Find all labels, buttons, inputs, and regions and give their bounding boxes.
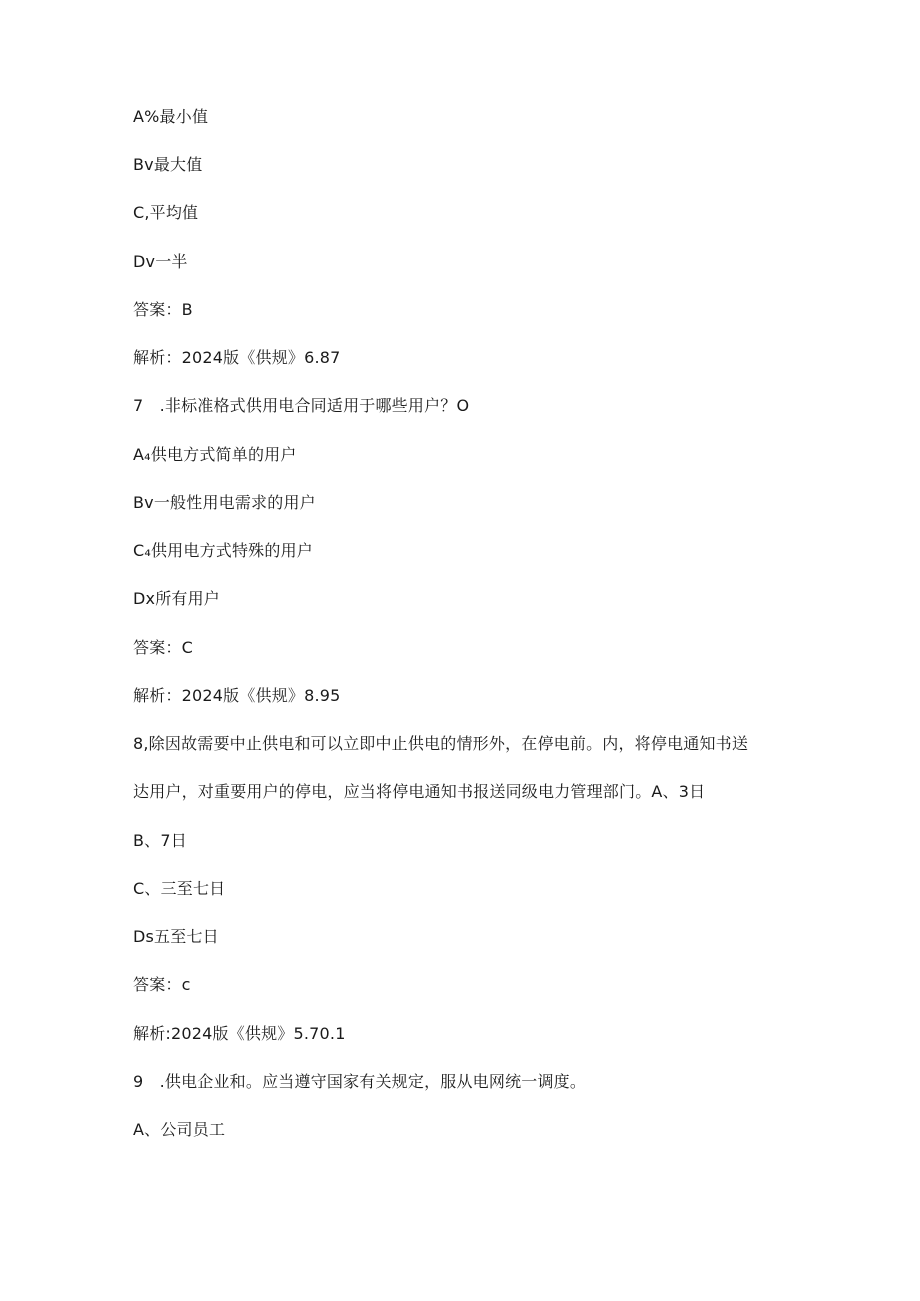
q8-option-c: C、三至七日 — [133, 879, 226, 898]
q8-option-b: B、7日 — [133, 831, 187, 850]
q7-option-d: Dx所有用户 — [133, 589, 220, 608]
question-8-line-2: 达用户，对重要用户的停电，应当将停电通知书报送同级电力管理部门。A、3日 — [133, 782, 706, 801]
question-9: 9 .供电企业和。应当遵守国家有关规定，服从电网统一调度。 — [133, 1072, 587, 1091]
question-8-line-1: 8,除因故需要中止供电和可以立即中止供电的情形外，在停电前。内，将停电通知书送 — [133, 734, 749, 753]
option-b-max: Bv最大值 — [133, 155, 203, 174]
option-c-avg: C,平均值 — [133, 203, 199, 222]
answer-8: 答案：c — [133, 975, 191, 994]
analysis-7: 解析：2024版《供规》8.95 — [133, 686, 341, 705]
q8-option-d: Ds五至七日 — [133, 927, 219, 946]
q7-option-c: C₄供用电方式特殊的用户 — [133, 541, 313, 560]
option-d-half: Dv一半 — [133, 252, 188, 271]
answer-6: 答案：B — [133, 300, 193, 319]
q7-option-a: A₄供电方式简单的用户 — [133, 445, 297, 464]
option-a-min: A%最小值 — [133, 107, 209, 126]
analysis-6: 解析：2024版《供规》6.87 — [133, 348, 341, 367]
answer-7: 答案：C — [133, 638, 193, 657]
q7-option-b: Bv一般性用电需求的用户 — [133, 493, 316, 512]
q9-option-a: A、公司员工 — [133, 1120, 226, 1139]
analysis-8: 解析:2024版《供规》5.70.1 — [133, 1024, 346, 1043]
question-7: 7 .非标准格式供用电合同适用于哪些用户？O — [133, 396, 470, 415]
